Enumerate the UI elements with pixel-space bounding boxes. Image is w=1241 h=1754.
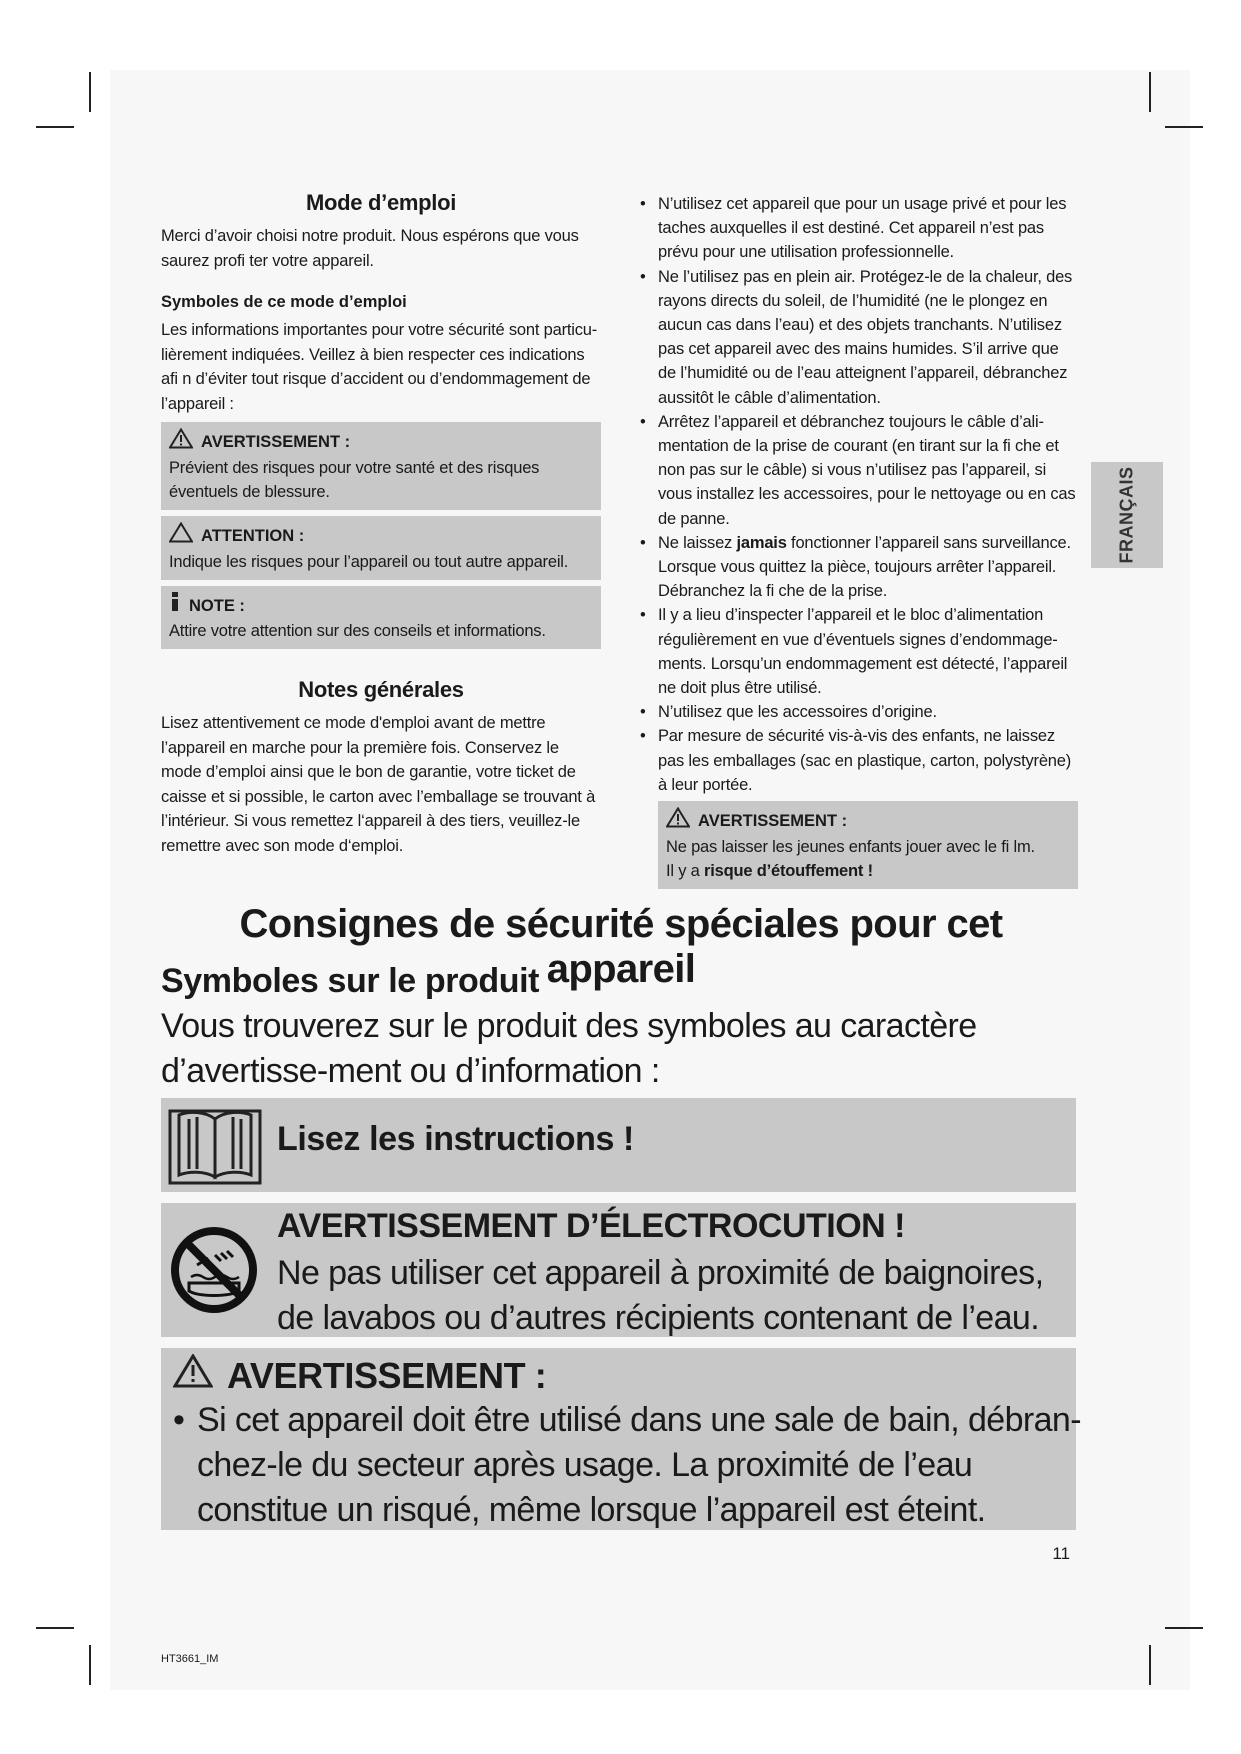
language-tab-label: FRANÇAIS [1116,466,1137,564]
read-instructions-box [161,1098,1076,1192]
list-item-text: Ne laissez [658,533,737,552]
document-code: HT3661_IM [161,1653,219,1665]
left-column [161,190,601,858]
attention-box-title: ATTENTION : [201,527,305,545]
bathroom-warning-title: AVERTISSEMENT : [227,1354,547,1396]
attention-box [161,516,601,580]
symboles-text: Les informations importantes pour votre sécurité sont particu-lièrement indiquées. Veillez à bien respecter ces indications afi n d’éviter tout risque d’accident ou d’endommagement de l’appareil : [161,321,598,413]
note-box-title: NOTE : [189,596,245,615]
crop-mark [1149,72,1151,112]
note-box-text: Attire votre attention sur des conseils et informations. [169,622,546,640]
mode-emploi-title: Mode d’emploi [305,190,457,215]
crop-mark [89,1645,91,1685]
electrocution-warning-box [161,1203,1076,1337]
right-column [638,192,1078,889]
crop-mark [89,72,91,112]
crop-mark [1149,1645,1151,1685]
film-warning-box [658,801,1078,889]
book-icon [167,1103,263,1192]
warning-triangle-icon [666,807,690,835]
page-number: 11 [1052,1544,1070,1563]
list-item-text: fonctionner l’appareil sans surveillance. Lorsque vous quittez la pièce, toujours arrêter l’appareil. Débranchez la fi che de la prise. [658,533,1071,601]
list-item: • N’utilisez que les accessoires d’origine. [638,700,1078,724]
crop-mark [36,1627,74,1629]
list-item [638,531,1078,604]
info-icon [169,592,181,619]
crop-mark [1165,1627,1203,1629]
read-instructions-label: Lisez les instructions ! [277,1120,634,1158]
crop-mark [1165,126,1203,128]
symboles-produit-title: Symboles sur le produit [161,962,540,1000]
safety-list [638,192,1078,797]
mode-emploi-intro: Merci d’avoir choisi notre produit. Nous espérons que vous saurez profi ter votre appareil. [161,227,579,270]
language-tab [1091,462,1163,568]
bathroom-warning-text: Si cet appareil doit être utilisé dans une sale de bain, débran-chez-le du secteur après usage. La proximité de l’eau constitue un risqué, même lorsque l’appareil est éteint. [197,1401,1081,1529]
list-item: • Il y a lieu d’inspecter l’appareil et le bloc d’alimentation régulièrement en vue d’éventuels signes d’endommage-ments. Lorsqu’un endommagement est détecté, l’appareil ne doit plus être utilisé. [638,603,1078,700]
film-warning-line1: Ne pas laisser les jeunes enfants jouer avec le fi lm. [666,838,1035,857]
list-item: • Ne l’utilisez pas en plein air. Protégez-le de la chaleur, des rayons directs du soleil, de l’humidité (ne le plongez en aucun cas dans l’eau) et des objets tranchants. N’utilisez pas cet appareil avec des mains humides. S’il arrive que de l’humidité ou de l’eau atteignent l’appareil, débranchez aussitôt le câble d’alimentation. [638,265,1078,410]
film-warning-line2-text: Il y a [666,862,705,881]
list-item: • Par mesure de sécurité vis-à-vis des enfants, ne laissez pas les emballages (sac en plastique, carton, polystyrène) à leur portée. [638,724,1078,797]
avertissement-box-text: Prévient des risques pour votre santé et des risques éventuels de blessure. [169,459,540,501]
attention-box-text: Indique les risques pour l’appareil ou tout autre appareil. [169,553,569,571]
symboles-title: Symboles de ce mode d’emploi [161,293,407,311]
bathroom-warning-box [161,1348,1081,1530]
electrocution-warning-text: Ne pas utiliser cet appareil à proximité de baignoires, de lavabos ou d’autres récipients contenant de l’eau. [277,1254,1044,1337]
avertissement-box-title: AVERTISSEMENT : [201,433,351,451]
warning-triangle-icon [169,428,193,456]
bathroom-warning-item [169,1398,1097,1533]
list-item-bold: jamais [736,533,787,552]
symboles-produit-intro: Vous trouverez sur le produit des symboles au caractère d’avertisse-ment ou d’information : [161,1007,977,1090]
film-warning-title: AVERTISSEMENT : [698,812,848,831]
film-warning-line2-bold: risque d’étouffement ! [704,862,873,881]
bullet: • [173,1401,185,1439]
list-item: • N’utilisez cet appareil que pour un usage privé et pour les taches auxquelles il est destiné. Cet appareil n’est pas prévu pour une utilisation professionnelle. [638,192,1078,265]
consignes-title: Consignes de sécurité spéciales pour cet appareil [239,902,1003,991]
electrocution-warning-title: AVERTISSEMENT D’ÉLECTROCUTION ! [277,1207,905,1245]
film-warning-line2 [666,859,1070,883]
crop-mark [36,126,74,128]
warning-triangle-icon [173,1354,213,1397]
no-water-icon [169,1225,259,1320]
attention-triangle-icon [169,522,193,550]
list-item: • Arrêtez l’appareil et débranchez toujours le câble d’ali-mentation de la prise de courant (en tirant sur la fi che et non pas sur le câble) si vous n’utilisez pas l’appareil, si vous installez les accessoires, pour le nettoyage ou en cas de panne. [638,410,1078,531]
notes-generales-title: Notes générales [298,677,464,702]
note-box [161,586,601,649]
notes-generales-text: Lisez attentivement ce mode d'emploi avant de mettre l’appareil en marche pour la première fois. Conservez le mode d’emploi ainsi que le bon de garantie, votre ticket de caisse et si possible, le carton avec l’emballage se trouvant à l’intérieur. Si vous remettez l‘appareil à des tiers, veuillez-le remettre avec son mode d‘emploi. [161,714,596,855]
avertissement-box [161,422,601,510]
